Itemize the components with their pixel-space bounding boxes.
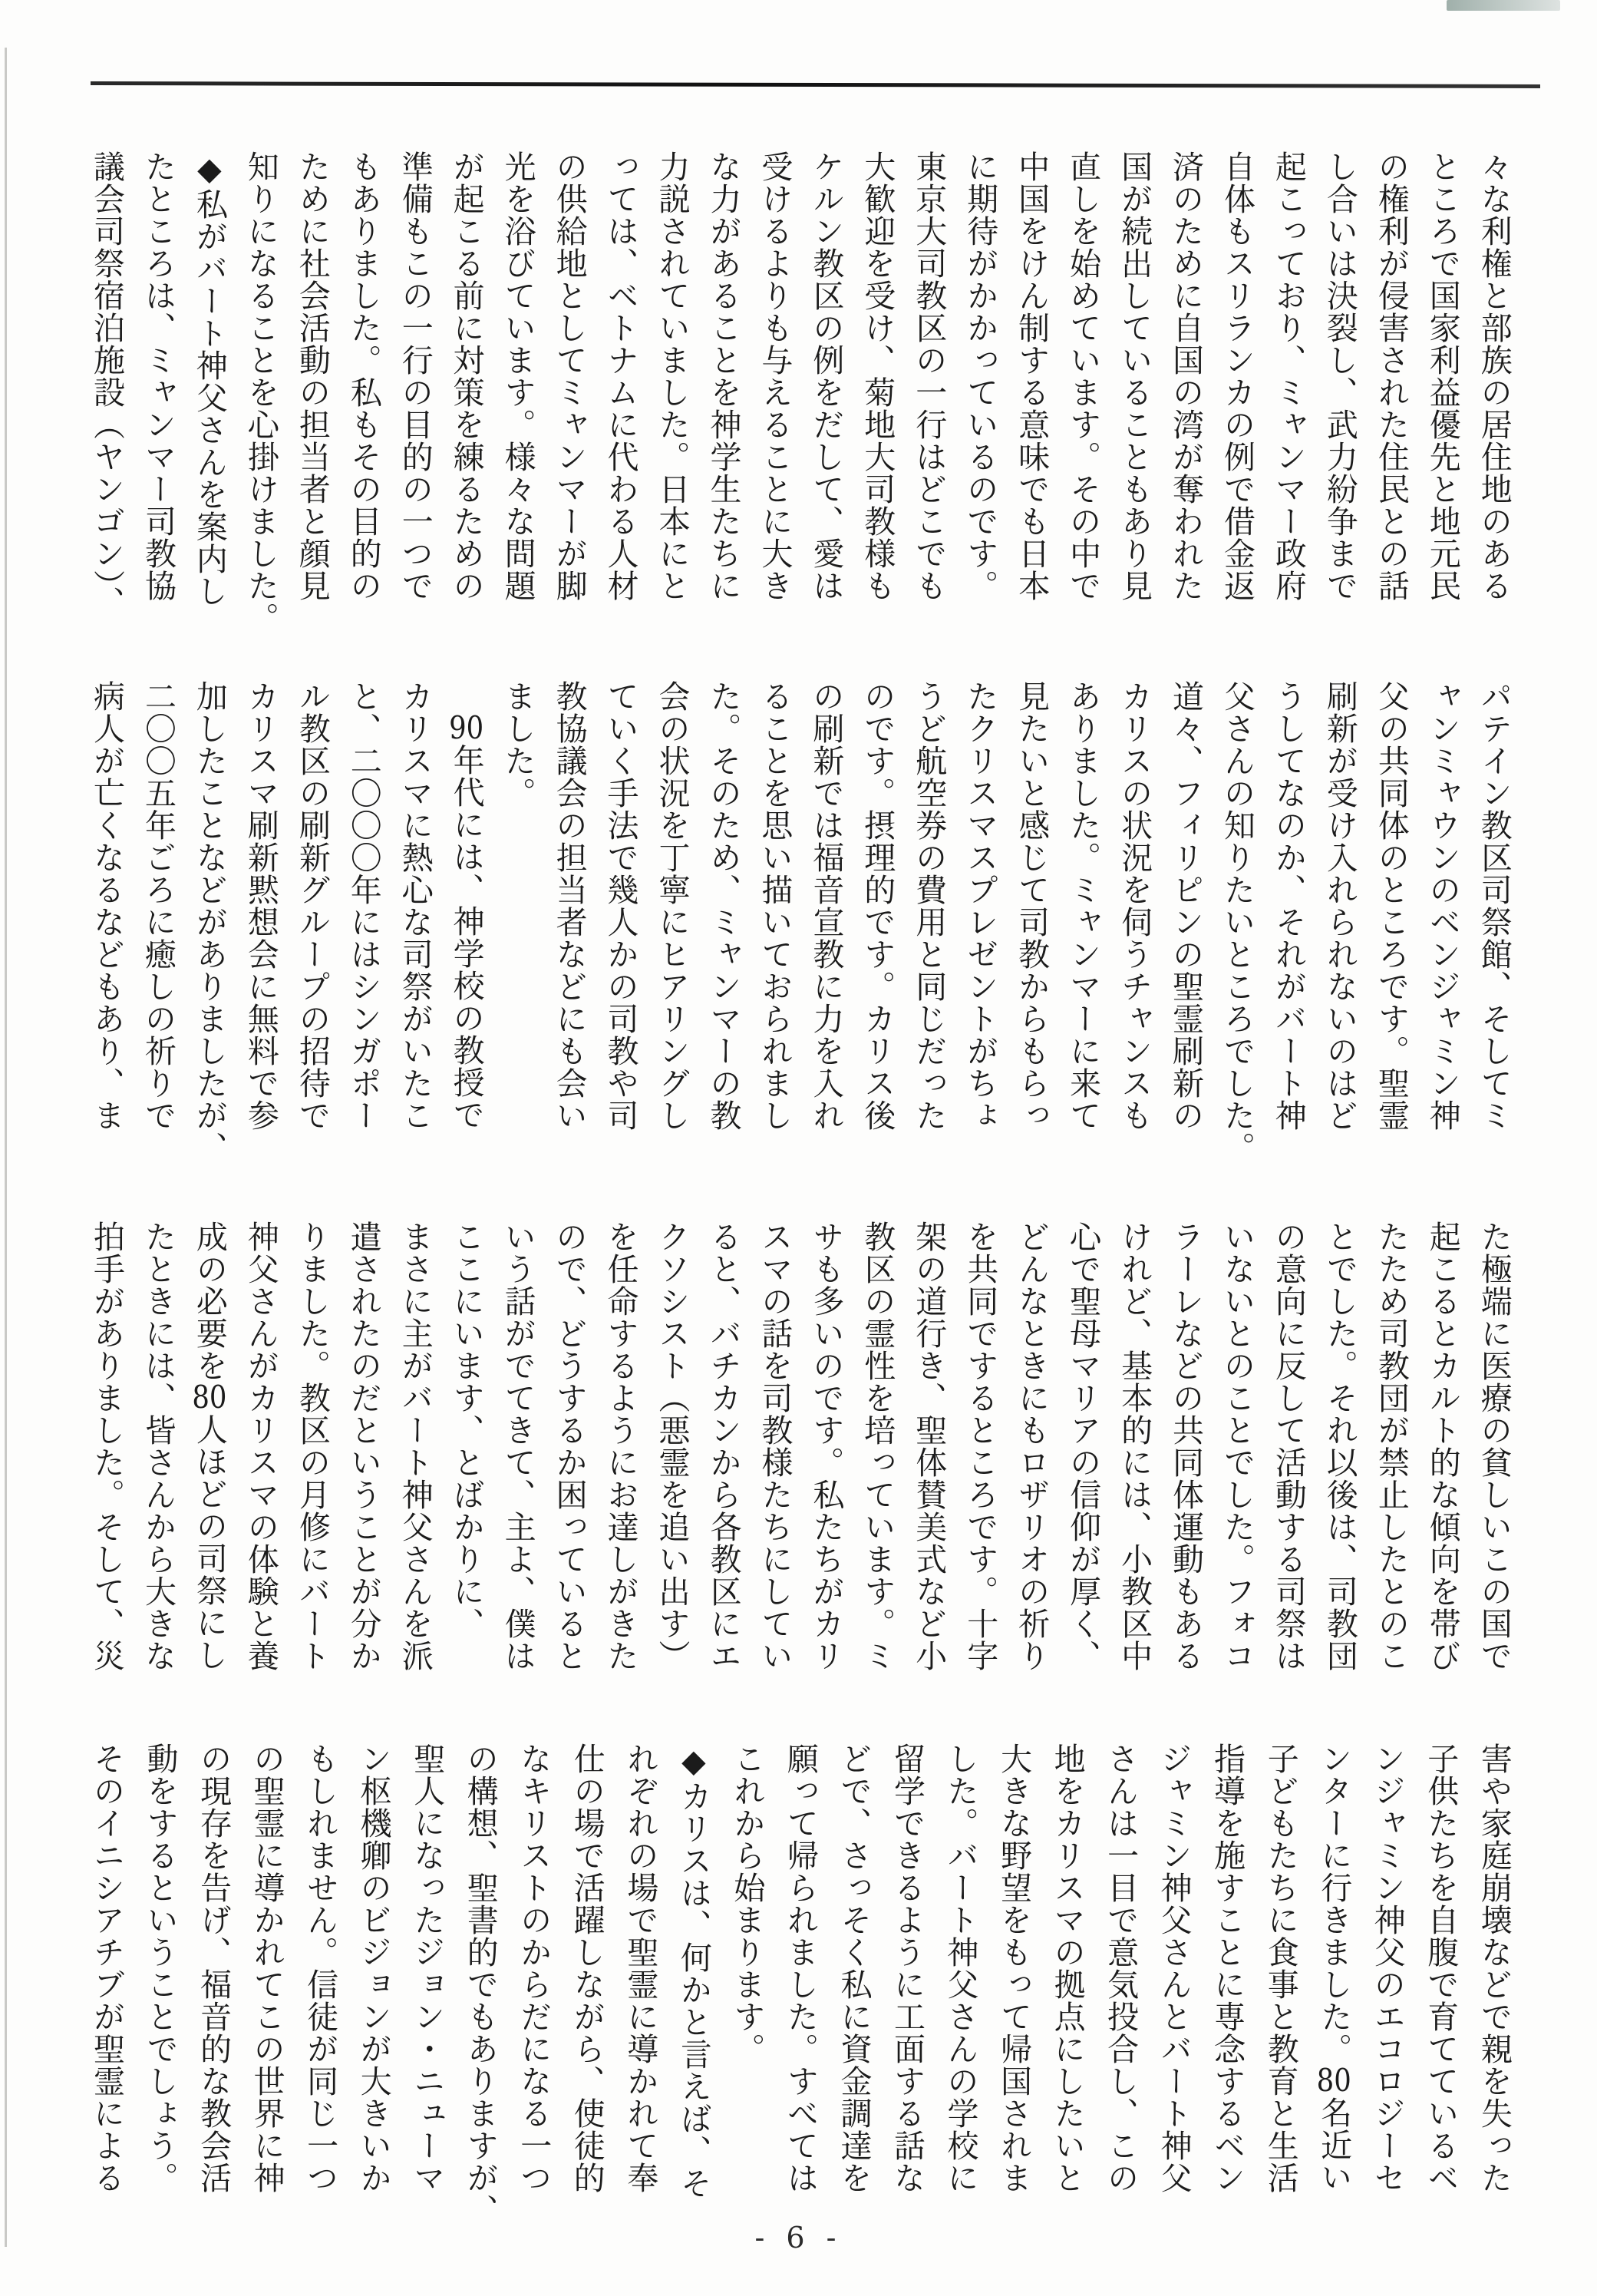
text-column: ン枢機卿のビジョンが大きいか	[355, 1743, 392, 2194]
text-column: さんは一目で意気投合し、この	[1102, 1743, 1140, 2194]
text-column: 指導を施すことに専念するベン	[1209, 1743, 1246, 2194]
text-column: 自体もスリランカの例で借金返	[1218, 150, 1255, 602]
text-column: 成の必要を80人ほどの司祭にし	[190, 1221, 228, 1671]
text-column: うしてなのか、それがバート神	[1269, 680, 1307, 1131]
text-column: の現存を告げ、福音的な教会活	[195, 1743, 233, 2194]
text-column: 教協議会の担当者などにも会い	[550, 680, 588, 1131]
text-column: 父の共同体のところです。聖霊	[1372, 680, 1410, 1131]
header-rule	[91, 81, 1540, 88]
text-column: のです。摂理的です。カリス後	[859, 680, 896, 1131]
text-column: 加したことなどがありましたが、	[190, 680, 228, 1164]
text-column: いう話がでてきて、主よ、僕は	[499, 1221, 536, 1672]
text-column: 済のために自国の湾が奪われた	[1167, 150, 1205, 602]
text-column: 大歓迎を受け、菊地大司教様も	[859, 150, 896, 602]
text-column: まさに主がバート神父さんを派	[396, 1221, 434, 1672]
text-column: ジャミン神父さんとバート神父	[1155, 1743, 1193, 2194]
text-column: 子どもたちに食事と教育と生活	[1262, 1743, 1299, 2194]
text-column: 東京大司教区の一行はどこでも	[910, 150, 948, 602]
text-column: 準備もこの一行の目的の一つで	[396, 150, 434, 602]
text-column: もしれません。信徒が同じ一つ	[302, 1743, 339, 2194]
text-column: 二〇〇五年ごろに癒しの祈りで	[139, 680, 177, 1131]
text-column: 動をするということでしょう。	[141, 1743, 179, 2194]
text-column: たところは、ミャンマー司教協	[139, 150, 177, 602]
text-column: 願って帰られました。すべては	[781, 1743, 819, 2194]
text-column: パテイン教区司祭館、そしてミ	[1475, 680, 1513, 1131]
text-column: 架の道行き、聖体賛美式など小	[910, 1221, 948, 1672]
text-column: の供給地としてミャンマーが脚	[550, 150, 588, 602]
text-column: れぞれの場で聖霊に導かれて奉	[622, 1743, 659, 2194]
text-band-1	[88, 150, 1513, 634]
text-column: ので、どうするか困っていると	[550, 1221, 588, 1672]
tate-chu-yoko-number: 90	[449, 712, 484, 744]
text-column: ル教区の刷新グループの招待で	[293, 680, 331, 1131]
text-column: ることを思い描いておられまし	[756, 680, 794, 1131]
text-column: ていく手法で幾人かの司教や司	[602, 680, 639, 1131]
text-column: ました。	[499, 680, 536, 809]
text-column: 会の状況を丁寧にヒアリングし	[653, 680, 691, 1131]
text-column: 留学できるように工面する話な	[888, 1743, 926, 2194]
text-column: 見たいと感じて司教からもらっ	[1013, 680, 1051, 1131]
text-column: ると、バチカンから各教区にエ	[704, 1221, 742, 1672]
text-column: 刷新が受け入れられないのはど	[1321, 680, 1358, 1131]
text-column: ここにいます、とばかりに、	[447, 1221, 485, 1640]
text-column: とでした。それ以後は、司教団	[1321, 1221, 1358, 1672]
scan-smudge-artifact	[1447, 0, 1560, 11]
text-column: 仕の場で活躍しながら、使徒的	[568, 1743, 605, 2194]
text-band-2	[88, 680, 1513, 1164]
text-column: どんなときにもロザリオの祈り	[1013, 1221, 1051, 1672]
text-column: どで、さっそく私に資金調達を	[835, 1743, 873, 2194]
text-column: うど航空券の費用と同じだった	[910, 680, 948, 1131]
text-column: サも多いのです。私たちがカリ	[807, 1221, 845, 1672]
text-column: 大きな野望をもって帰国されま	[995, 1743, 1033, 2194]
text-band-4	[88, 1743, 1513, 2226]
text-column: ◆カリスは、何かと言えば、そ	[675, 1743, 712, 2199]
text-column: の聖霊に導かれてこの世界に神	[248, 1743, 285, 2194]
text-column: 中国をけん制する意味でも日本	[1013, 150, 1051, 602]
text-band-3	[88, 1221, 1512, 1678]
text-column: を共同でするところです。十字	[962, 1221, 999, 1672]
text-column: の構想、聖書的でもありますが、	[461, 1743, 499, 2226]
text-column: ところで国家利益優先と地元民	[1424, 150, 1461, 602]
text-column: が起こる前に対策を練るための	[447, 150, 485, 602]
text-column: っては、ベトナムに代わる人材	[602, 150, 639, 602]
text-column: 害や家庭崩壊などで親を失った	[1475, 1743, 1513, 2194]
text-column: クソシスト（悪霊を追い出す）	[653, 1221, 691, 1672]
text-column: なキリストのからだになる一つ	[515, 1743, 553, 2194]
text-column: 直しを始めています。その中で	[1064, 150, 1102, 602]
text-column: これから始まります。	[728, 1743, 766, 2065]
text-column: ◆私がバート神父さんを案内し	[190, 150, 228, 607]
text-column: の権利が侵害された住民との話	[1372, 150, 1410, 602]
text-column: りました。教区の月修にバート	[293, 1221, 331, 1672]
page-number: - 6 -	[754, 2221, 843, 2255]
text-column: たため司教団が禁止したとのこ	[1372, 1221, 1410, 1672]
text-column: ありました。ミャンマーに来て	[1064, 680, 1102, 1131]
text-column: した。バート神父さんの学校に	[942, 1743, 979, 2194]
text-column: た極端に医療の貧しいこの国で	[1475, 1221, 1513, 1672]
text-column: 々な利権と部族の居住地のある	[1475, 150, 1513, 602]
scan-edge-artifact	[5, 48, 7, 2247]
text-column: 聖人になったジョン・ニューマ	[408, 1743, 446, 2194]
text-column: 国が続出していることもあり見	[1116, 150, 1153, 602]
text-column: ャンミャウンのベンジャミン神	[1424, 680, 1461, 1131]
text-column: 道々、フィリピンの聖霊刷新の	[1167, 680, 1205, 1131]
text-column: 起こるとカルト的な傾向を帯び	[1424, 1221, 1461, 1672]
text-column: な力があることを神学生たちに	[704, 150, 742, 602]
tate-chu-yoko-number: 80	[1316, 2065, 1351, 2096]
text-column: 地をカリスマの拠点にしたいと	[1048, 1743, 1086, 2194]
text-column: の意向に反して活動する司祭は	[1269, 1221, 1307, 1672]
text-column: スマの話を司教様たちにしてい	[756, 1221, 794, 1672]
text-column: 遣されたのだということが分か	[345, 1221, 382, 1672]
text-column: を任命するようにお達しがきた	[602, 1221, 639, 1672]
text-column: 教区の霊性を培っています。ミ	[859, 1221, 896, 1672]
text-column: の刷新では福音宣教に力を入れ	[807, 680, 845, 1131]
text-column: もありました。私もその目的の	[345, 150, 382, 602]
text-column: に期待がかかっているのです。	[962, 150, 999, 602]
text-column: いないとのことでした。フォコ	[1218, 1221, 1255, 1672]
text-column: 父さんの知りたいところでした。	[1218, 680, 1255, 1164]
text-column: 光を浴びています。様々な問題	[499, 150, 536, 602]
text-column: ンターに行きました。80名近い	[1315, 1743, 1353, 2193]
text-column: 起こっており、ミャンマー政府	[1269, 150, 1307, 602]
text-column: 神父さんがカリスマの体験と養	[242, 1221, 279, 1672]
text-column: 受けるよりも与えることに大き	[756, 150, 794, 602]
text-column: たクリスマスプレゼントがちょ	[962, 680, 999, 1131]
text-column: カリスマ刷新黙想会に無料で参	[242, 680, 279, 1131]
tate-chu-yoko-number: 80	[192, 1382, 227, 1413]
text-column: そのイニシアチブが聖霊による	[88, 1743, 125, 2194]
text-column: た。そのため、ミャンマーの教	[704, 680, 742, 1131]
text-column: カリスマに熱心な司祭がいたこ	[396, 680, 434, 1131]
text-column: たときには、皆さんから大きな	[139, 1221, 177, 1672]
text-column: 議会司祭宿泊施設（ヤンゴン）、	[88, 150, 125, 619]
text-column: けれど、基本的には、小教区中	[1116, 1221, 1153, 1672]
text-column: 子供たちを自腹で育てているベ	[1422, 1743, 1460, 2194]
text-column: 90年代には、神学校の教授で	[447, 712, 485, 1131]
text-column: 心で聖母マリアの信仰が厚く、	[1064, 1221, 1102, 1672]
text-column: ンジャミン神父のエコロジーセ	[1368, 1743, 1406, 2194]
text-column: 拍手がありました。そして、災	[88, 1221, 125, 1672]
text-column: 知りになることを心掛けました。	[242, 150, 279, 634]
text-column: ために社会活動の担当者と顔見	[293, 150, 331, 602]
text-column: し合いは決裂し、武力紛争まで	[1321, 150, 1358, 602]
text-column: カリスの状況を伺うチャンスも	[1116, 680, 1153, 1131]
text-column: と、二〇〇〇年にはシンガポー	[345, 680, 382, 1131]
text-column: 病人が亡くなるなどもあり、ま	[88, 680, 125, 1131]
text-column: ラーレなどの共同体運動もある	[1167, 1221, 1205, 1672]
text-column: ケルン教区の例をだして、愛は	[807, 150, 845, 602]
text-column: 力説されていました。日本にと	[653, 150, 691, 602]
